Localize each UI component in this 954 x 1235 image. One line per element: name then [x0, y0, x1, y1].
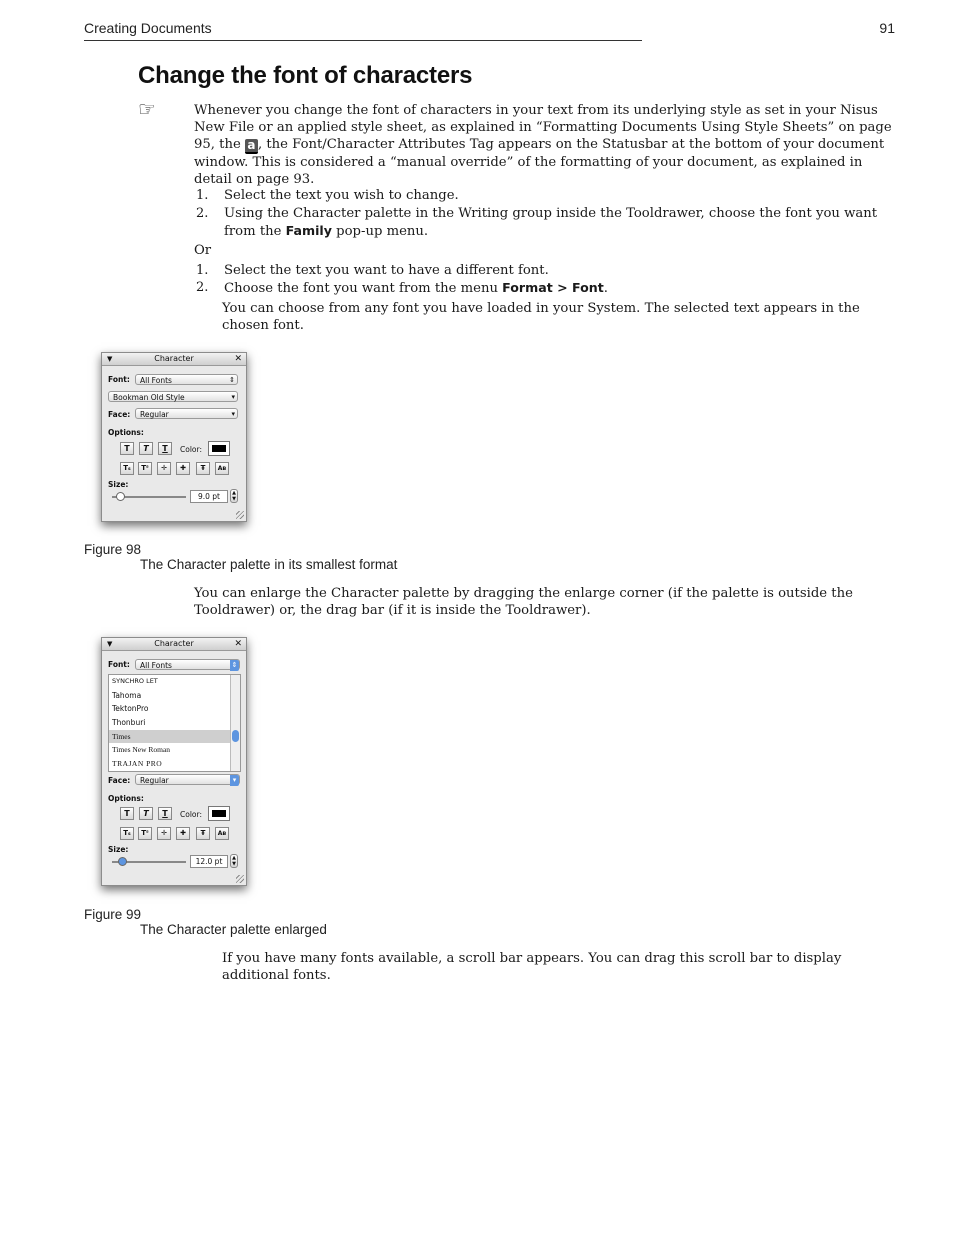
font-label: Font: — [108, 660, 130, 669]
step-number: 2. — [196, 206, 209, 221]
options-label: Options: — [108, 428, 144, 437]
font-family-list[interactable] — [108, 674, 241, 772]
figure99-caption: The Character palette enlarged — [140, 922, 327, 937]
step-text-post: . — [603, 281, 608, 296]
palette-title-bar[interactable] — [102, 638, 246, 651]
palette-title: Character — [154, 639, 194, 648]
strikethrough-button[interactable]: ✛ — [157, 827, 171, 840]
color-label: Color: — [180, 810, 202, 819]
font-family-value: Bookman Old Style — [113, 393, 185, 402]
section-heading: Change the font of characters — [138, 62, 473, 89]
close-icon[interactable]: ✕ — [234, 639, 242, 649]
list-item — [194, 262, 899, 279]
list-item — [194, 279, 899, 297]
intro-text-part2: , the Font/Character Attributes Tag appears on the Statusbar at the bottom of your document window. This is considered a “manual override” of the formatting of your document, as explained in detail on page 93. — [194, 137, 885, 187]
face-value: Regular — [140, 410, 169, 419]
chevron-updown-icon: ⇕ — [231, 661, 238, 669]
bold-button[interactable]: T — [120, 807, 134, 820]
size-label: Size: — [108, 480, 129, 489]
after-steps-paragraph: You can choose from any font you have loaded in your System. The selected text appears in the chosen font. — [222, 301, 860, 333]
step-text: Choose the font you want from the menu — [224, 281, 498, 296]
step-number: 1. — [196, 263, 209, 278]
list-item[interactable]: TektonPro — [112, 704, 149, 714]
running-header-section: Creating Documents — [84, 20, 212, 36]
double-strike-button[interactable]: ✚ — [176, 462, 190, 475]
header-rule — [84, 40, 642, 41]
step-number: 1. — [196, 188, 209, 203]
chevron-down-icon: ▾ — [230, 775, 239, 786]
intro-text-part1: Whenever you change the font of characters in your text from its underlying style as set in your Nisus New File or an applied style sheet, as explained in “Formatting Documents Using Style Sheets” on page 95, the — [194, 103, 892, 152]
overline-button[interactable]: Ŧ — [196, 827, 210, 840]
underline-button[interactable]: T — [158, 442, 172, 455]
italic-button[interactable]: T — [139, 442, 153, 455]
size-slider-knob[interactable] — [118, 857, 127, 866]
figure99-label: Figure 99 — [84, 907, 142, 922]
bold-button[interactable]: T — [120, 442, 134, 455]
palette-title: Character — [154, 354, 194, 363]
size-stepper[interactable]: ▲ ▼ — [230, 854, 238, 868]
size-label: Size: — [108, 845, 129, 854]
list-item[interactable]: Times New Roman — [112, 745, 171, 755]
size-slider-knob[interactable] — [116, 492, 125, 501]
or-label: Or — [194, 243, 212, 258]
character-palette-small — [101, 352, 247, 522]
close-icon[interactable]: ✕ — [234, 354, 242, 364]
options-label: Options: — [108, 794, 144, 803]
collapse-triangle-icon[interactable]: ▼ — [107, 640, 113, 648]
character-palette-enlarged — [101, 637, 247, 886]
step-text: Using the Character palette in the Writing group inside the Tooldrawer, choose the font you want from the — [224, 206, 878, 239]
step-text: Select the text you want to have a different font. — [224, 263, 549, 278]
chevron-updown-icon: ⇕ — [229, 376, 235, 384]
collapse-triangle-icon[interactable]: ▼ — [107, 355, 113, 363]
steps-list-b — [194, 262, 899, 297]
font-collection-value: All Fonts — [140, 376, 172, 385]
color-swatch[interactable] — [208, 806, 230, 821]
font-collection-value: All Fonts — [140, 661, 172, 670]
list-item[interactable]: TRAJAN PRO — [112, 759, 163, 769]
small-caps-button[interactable]: Aʙ — [215, 827, 229, 840]
subscript-button[interactable]: Tₛ — [120, 827, 134, 840]
face-popup[interactable] — [135, 774, 240, 785]
chevron-down-icon: ▾ — [231, 410, 235, 418]
enlarge-paragraph: You can enlarge the Character palette by dragging the enlarge corner (if the palette is outside the Tooldrawer) or, the drag bar (if it is inside the Tooldrawer). — [194, 586, 853, 618]
resize-grip-icon[interactable] — [236, 511, 244, 519]
figure98-label: Figure 98 — [84, 542, 142, 557]
font-family-popup[interactable] — [108, 391, 238, 402]
size-field[interactable]: 9.0 pt — [190, 490, 228, 503]
subscript-button[interactable]: Tₛ — [120, 462, 134, 475]
color-swatch[interactable] — [208, 441, 230, 456]
size-field[interactable]: 12.0 pt — [190, 855, 228, 868]
list-item[interactable]: Thonburi — [112, 718, 146, 728]
font-list-scrollbar[interactable] — [230, 675, 240, 771]
list-item-selected[interactable]: Times — [109, 730, 240, 744]
format-font-menu-path: Format > Font — [502, 280, 604, 295]
step-text-post: pop-up menu. — [336, 224, 429, 239]
figure98-caption: The Character palette in its smallest format — [140, 557, 398, 572]
font-attributes-tag-icon: a — [245, 139, 258, 154]
list-item — [194, 187, 899, 204]
intro-paragraph — [194, 102, 899, 188]
double-strike-button[interactable]: ✚ — [176, 827, 190, 840]
font-collection-popup[interactable] — [135, 659, 240, 670]
strikethrough-button[interactable]: ✛ — [157, 462, 171, 475]
list-item — [194, 205, 899, 240]
face-label: Face: — [108, 410, 131, 419]
underline-button[interactable]: T — [158, 807, 172, 820]
italic-button[interactable]: T — [139, 807, 153, 820]
face-popup[interactable] — [135, 408, 238, 419]
scrollbar-paragraph: If you have many fonts available, a scroll bar appears. You can drag this scroll bar to display additional fonts. — [222, 951, 842, 983]
list-item[interactable]: Tahoma — [112, 690, 142, 700]
step-number: 2. — [196, 280, 209, 295]
step-text: Select the text you wish to change. — [224, 188, 459, 203]
face-label: Face: — [108, 776, 131, 785]
overline-button[interactable]: Ŧ — [196, 462, 210, 475]
family-menu-name: Family — [285, 223, 332, 238]
resize-grip-icon[interactable] — [236, 875, 244, 883]
scrollbar-thumb[interactable] — [232, 730, 239, 742]
chevron-down-icon: ▾ — [231, 393, 235, 401]
small-caps-button[interactable]: Aʙ — [215, 462, 229, 475]
size-stepper[interactable]: ▲ ▼ — [230, 489, 238, 503]
palette-title-bar[interactable] — [102, 353, 246, 366]
face-value: Regular — [140, 776, 169, 785]
font-label: Font: — [108, 375, 130, 384]
list-item[interactable]: SYNCHRO LET — [112, 677, 158, 685]
page-number: 91 — [879, 20, 895, 36]
superscript-button[interactable]: Tˢ — [138, 827, 152, 840]
pointing-hand-icon: ☞ — [138, 97, 156, 121]
color-label: Color: — [180, 445, 202, 454]
font-collection-popup[interactable] — [135, 374, 238, 385]
superscript-button[interactable]: Tˢ — [138, 462, 152, 475]
steps-list-a — [194, 187, 899, 240]
